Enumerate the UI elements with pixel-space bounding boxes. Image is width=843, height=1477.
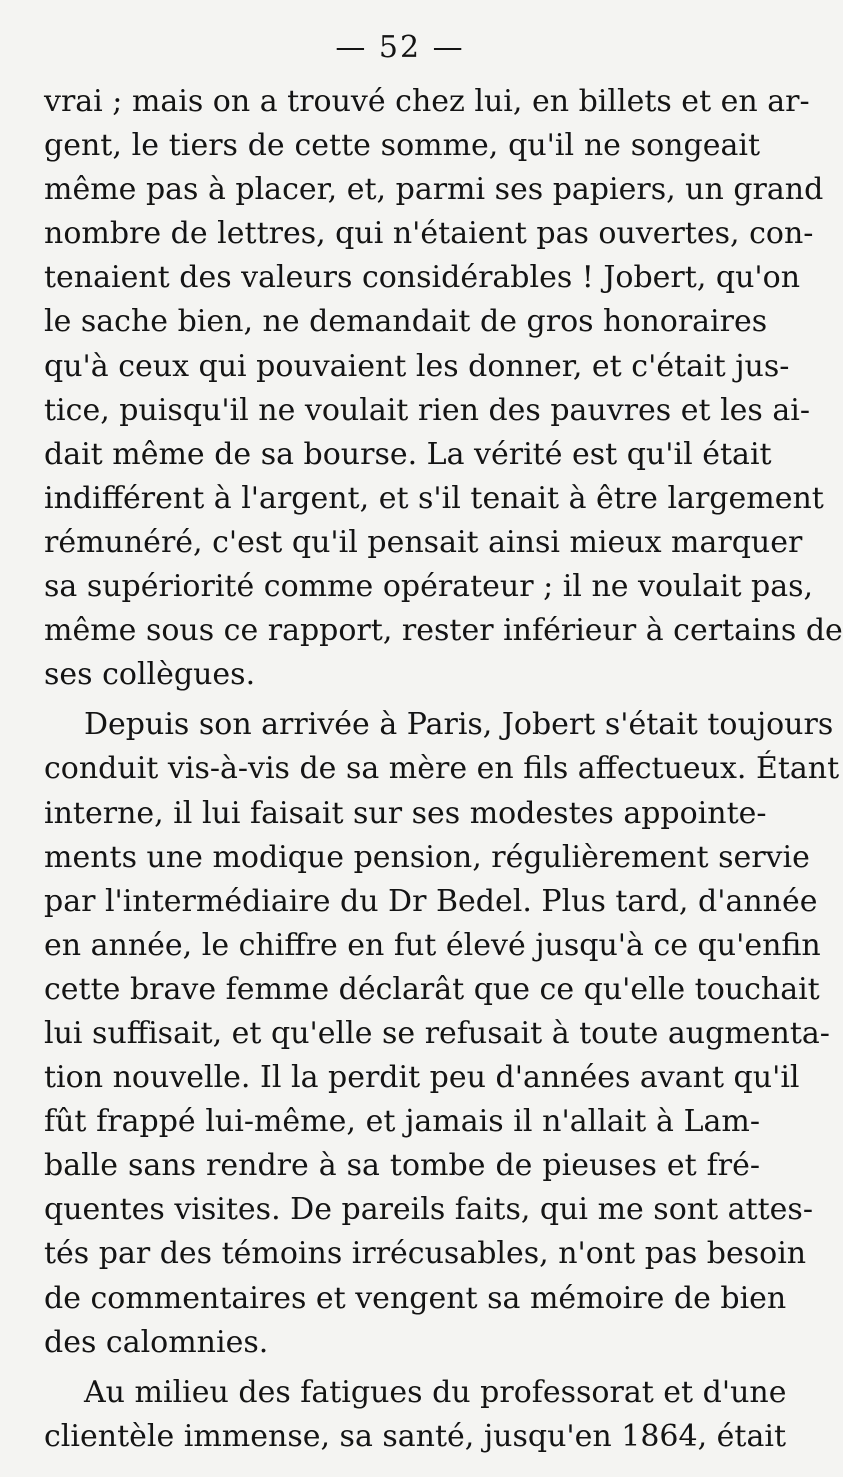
text-line: balle sans rendre à sa tombe de pieuses et fré- xyxy=(44,1148,760,1184)
paragraph xyxy=(44,80,843,697)
text-line: quentes visites. De pareils faits, qui me sont attes- xyxy=(44,1192,813,1228)
text-line: Au milieu des fatigues du professorat et d'une xyxy=(84,1374,787,1410)
text-line: des calomnies. xyxy=(44,1324,269,1360)
text-line: tice, puisqu'il ne voulait rien des pauvres et les ai- xyxy=(44,392,810,428)
text-line: par l'intermédiaire du Dr Bedel. Plus tard, d'année xyxy=(44,883,818,919)
text-line: interne, il lui faisait sur ses modestes appointe- xyxy=(44,795,767,831)
text-line: fût frappé lui-même, et jamais il n'allait à Lam- xyxy=(44,1104,760,1140)
text-line: indifférent à l'argent, et s'il tenait à être largement xyxy=(44,480,824,516)
text-line: nombre de lettres, qui n'étaient pas ouvertes, con- xyxy=(44,216,814,252)
text-line: conduit vis-à-vis de sa mère en fils affectueux. Étant xyxy=(44,751,840,787)
text-line: gent, le tiers de cette somme, qu'il ne songeait xyxy=(44,128,760,164)
text-line: sa supériorité comme opérateur ; il ne voulait pas, xyxy=(44,569,814,605)
text-line: ses collègues. xyxy=(44,657,256,693)
text-line: tenaient des valeurs considérables ! Jobert, qu'on xyxy=(44,260,801,296)
text-line: dait même de sa bourse. La vérité est qu'il était xyxy=(44,436,772,472)
text-line: tés par des témoins irrécusables, n'ont pas besoin xyxy=(44,1236,807,1272)
text-line: Depuis son arrivée à Paris, Jobert s'était toujours xyxy=(84,707,834,743)
paragraph xyxy=(44,1371,787,1459)
text-line: cette brave femme déclarât que ce qu'elle touchait xyxy=(44,971,820,1007)
text-line: en année, le chiffre en fut élevé jusqu'à ce qu'enfin xyxy=(44,927,821,963)
paragraph xyxy=(44,703,840,1364)
text-line: lui suffisait, et qu'elle se refusait à toute augmenta- xyxy=(44,1015,830,1051)
text-line: le sache bien, ne demandait de gros honoraires xyxy=(44,304,768,340)
text-line: même sous ce rapport, rester inférieur à certains de xyxy=(44,613,843,649)
text-line: vrai ; mais on a trouvé chez lui, en billets et en ar- xyxy=(44,84,810,119)
text-line: ments une modique pension, régulièrement servie xyxy=(44,839,810,875)
text-line: qu'à ceux qui pouvaient les donner, et c'était jus- xyxy=(44,348,790,384)
text-line: de commentaires et vengent sa mémoire de bien xyxy=(44,1280,787,1316)
text-line: rémunéré, c'est qu'il pensait ainsi mieux marquer xyxy=(44,524,803,560)
text-line: tion nouvelle. Il la perdit peu d'années avant qu'il xyxy=(44,1060,800,1096)
text-line: même pas à placer, et, parmi ses papiers, un grand xyxy=(44,172,824,208)
body-text xyxy=(44,80,843,1459)
page-number: — 52 — xyxy=(335,30,465,65)
text-line: clientèle immense, sa santé, jusqu'en 1864, était xyxy=(44,1418,787,1454)
